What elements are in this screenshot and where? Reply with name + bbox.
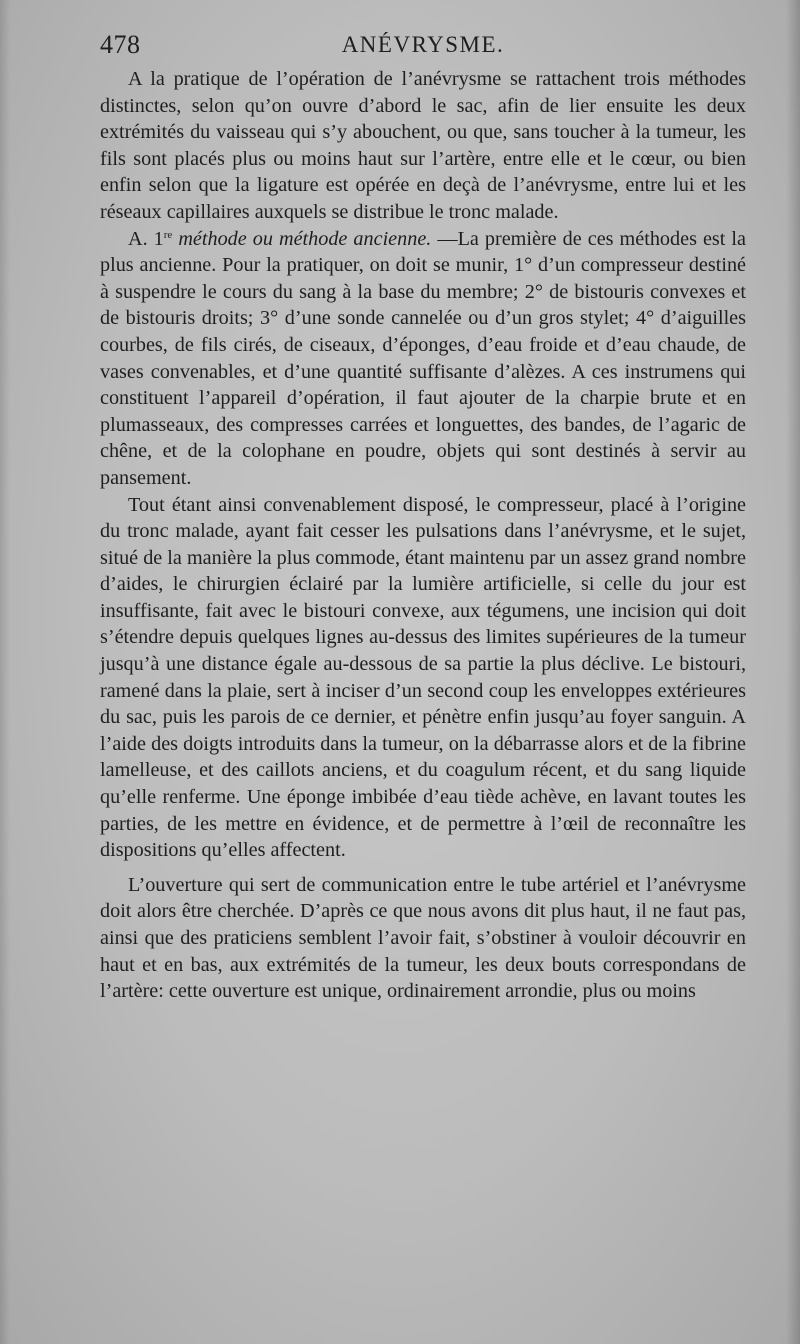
paragraph-intro: A la pratique de l’opération de l’anévrysme se rattachent trois méthodes distinctes, selon qu’on ouvre d’abord le sac, afin de lier ensuite les deux extrémités du vaisseau qui s’y abouchent, ou que, sans toucher à la tumeur, les fils sont placés plus ou moins haut sur l’artère, entre elle et le cœur, ou bien enfin selon que la ligature est opérée en deçà de l’anévrysme, entre lui et les réseaux capillaires auxquels se distribue le tronc malade. [100, 68, 746, 223]
paragraph-first-method [100, 226, 746, 492]
page-number: 478 [100, 30, 141, 59]
section-text: —La première de ces méthodes est la plus ancienne. Pour la pratiquer, on doit se munir, 1° d’un compresseur destiné à suspendre le cours du sang à la base du membre; 2° de bistouris convexes et de bistouris droits; 3° d’une sonde cannelée ou d’un gros stylet; 4° d’aiguilles courbes, de fils cirés, de ciseaux, d’éponges, d’eau froide et d’eau chaude, de vases convenables, et d’une quantité suffisante d’alèzes. A ces instrumens qui constituent l’appareil d’opération, il faut ajouter de la charpie brute et en plumasseaux, des compresses carrées et longuettes, des bandes, de l’agaric de chêne, et de la colophane en poudre, objets qui sont destinés à servir au pansement. [100, 227, 746, 489]
page-edge-shadow-right [786, 0, 800, 1344]
page-header [100, 30, 746, 64]
body-text [100, 66, 746, 1005]
paragraph-opening: L’ouverture qui sert de communication entre le tube artériel et l’anévrysme doit alors être cherchée. D’après ce que nous avons dit plus haut, il ne faut pas, ainsi que des praticiens semblent l’avoir fait, s’obstiner à vouloir découvrir en haut et en bas, aux extrémités de la tumeur, les deux bouts correspondans de l’artère: cette ouverture est unique, ordinairement arrondie, plus ou moins [100, 873, 746, 1003]
running-title: ANÉVRYSME. [341, 32, 505, 57]
page-edge-shadow-left [0, 0, 10, 1344]
paragraph-procedure: Tout étant ainsi convenablement disposé, le compresseur, placé à l’origine du tronc malade, ayant fait cesser les pulsations dans l’anévrysme, et le sujet, situé de la manière la plus commode, étant maintenu par un assez grand nombre d’aides, le chirurgien éclairé par la lumière artificielle, si celle du jour est insuffisante, fait avec le bistouri convexe, aux tégumens, une incision qui doit s’étendre depuis quelques lignes au-dessus des limites supérieures de la tumeur jusqu’à une distance égale au-dessous de sa partie la plus déclive. Le bistouri, ramené dans la plaie, sert à inciser d’un second coup les enveloppes extérieures du sac, puis les parois de ce dernier, et pénètre enfin jusqu’au foyer sanguin. A l’aide des doigts introduits dans la tumeur, on la débarrasse alors et de la fibrine lamelleuse, et des caillots anciens, et du coagulum récent, et du sang liquide qu’elle renferme. Une éponge imbibée d’eau tiède achève, en lavant toutes les parties, de les mettre en évidence, et de permettre à l’œil de reconnaître les dispositions qu’elles affectent. [100, 493, 746, 862]
section-label-superscript: re [163, 228, 173, 241]
section-label: A. 1 [128, 227, 164, 250]
section-title: méthode ou méthode ancienne. [172, 227, 432, 250]
